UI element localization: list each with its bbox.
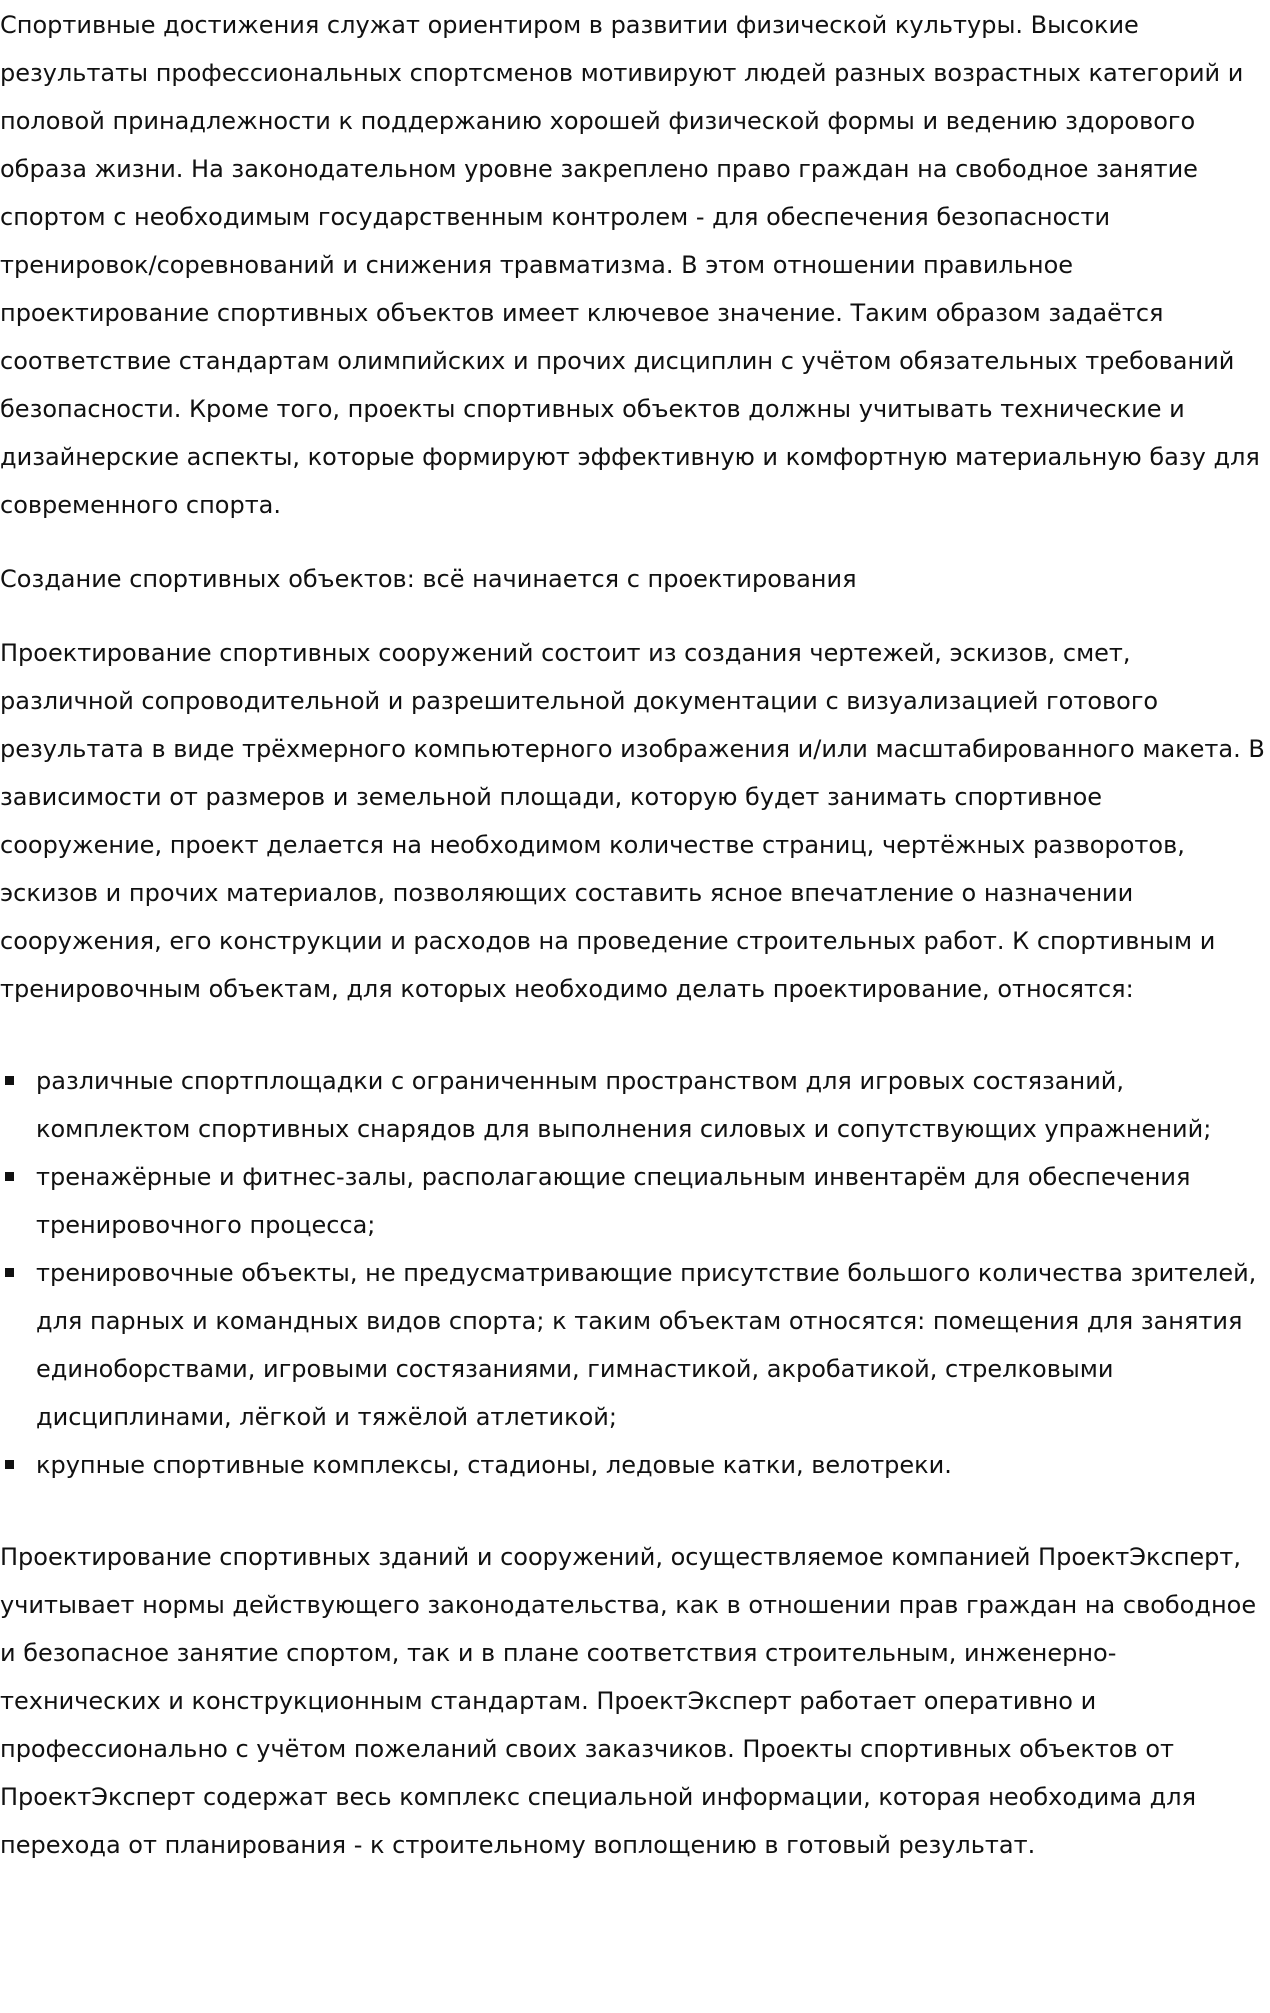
- list-item: тренировочные объекты, не предусматривающие присутствие большого количества зрителей, для парных и командных видов спорта; к таким объектам относятся: помещения для занятия единоборствами, игровыми состязаниями, гимнастикой, акробатикой, стрелковыми дисциплинами, лёгкой и тяжёлой атлетикой;: [36, 1249, 1270, 1441]
- list-item: тренажёрные и фитнес-залы, располагающие специальным инвентарём для обеспечения тренировочного процесса;: [36, 1153, 1270, 1249]
- list-item: крупные спортивные комплексы, стадионы, ледовые катки, велотреки.: [36, 1441, 1270, 1489]
- article-body: [0, 1, 1270, 1869]
- intro-paragraph: Спортивные достижения служат ориентиром в развитии физической культуры. Высокие результаты профессиональных спортсменов мотивируют людей разных возрастных категорий и половой принадлежности к поддержанию хорошей физической формы и ведению здорового образа жизни. На законодательном уровне закреплено право граждан на свободное занятие спортом с необходимым государственным контролем - для обеспечения безопасности тренировок/соревнований и снижения травматизма. В этом отношении правильное проектирование спортивных объектов имеет ключевое значение. Таким образом задаётся соответствие стандартам олимпийских и прочих дисциплин с учётом обязательных требований безопасности. Кроме того, проекты спортивных объектов должны учитывать технические и дизайнерские аспекты, которые формируют эффективную и комфортную материальную базу для современного спорта.: [0, 11, 1260, 519]
- design-paragraph: Проектирование спортивных сооружений состоит из создания чертежей, эскизов, смет, различной сопроводительной и разрешительной документации с визуализацией готового результата в виде трёхмерного компьютерного изображения и/или масштабированного макета. В зависимости от размеров и земельной площади, которую будет занимать спортивное сооружение, проект делается на необходимом количестве страниц, чертёжных разворотов, эскизов и прочих материалов, позволяющих составить ясное впечатление о назначении сооружения, его конструкции и расходов на проведение строительных работ. К спортивным и тренировочным объектам, для которых необходимо делать проектирование, относятся:: [0, 639, 1265, 1003]
- section-heading: Создание спортивных объектов: всё начинается с проектирования: [0, 565, 857, 593]
- outro-paragraph: Проектирование спортивных зданий и сооружений, осуществляемое компанией ПроектЭксперт, учитывает нормы действующего законодательства, как в отношении прав граждан на свободное и безопасное занятие спортом, так и в плане соответствия строительным, инженерно-технических и конструкционным стандартам. ПроектЭксперт работает оперативно и профессионально с учётом пожеланий своих заказчиков. Проекты спортивных объектов от ПроектЭксперт содержат весь комплекс специальной информации, которая необходима для перехода от планирования - к строительному воплощению в готовый результат.: [0, 1543, 1257, 1859]
- facility-types-list: [0, 1057, 1270, 1489]
- list-item: различные спортплощадки с ограниченным пространством для игровых состязаний, комплектом спортивных снарядов для выполнения силовых и сопутствующих упражнений;: [36, 1057, 1270, 1153]
